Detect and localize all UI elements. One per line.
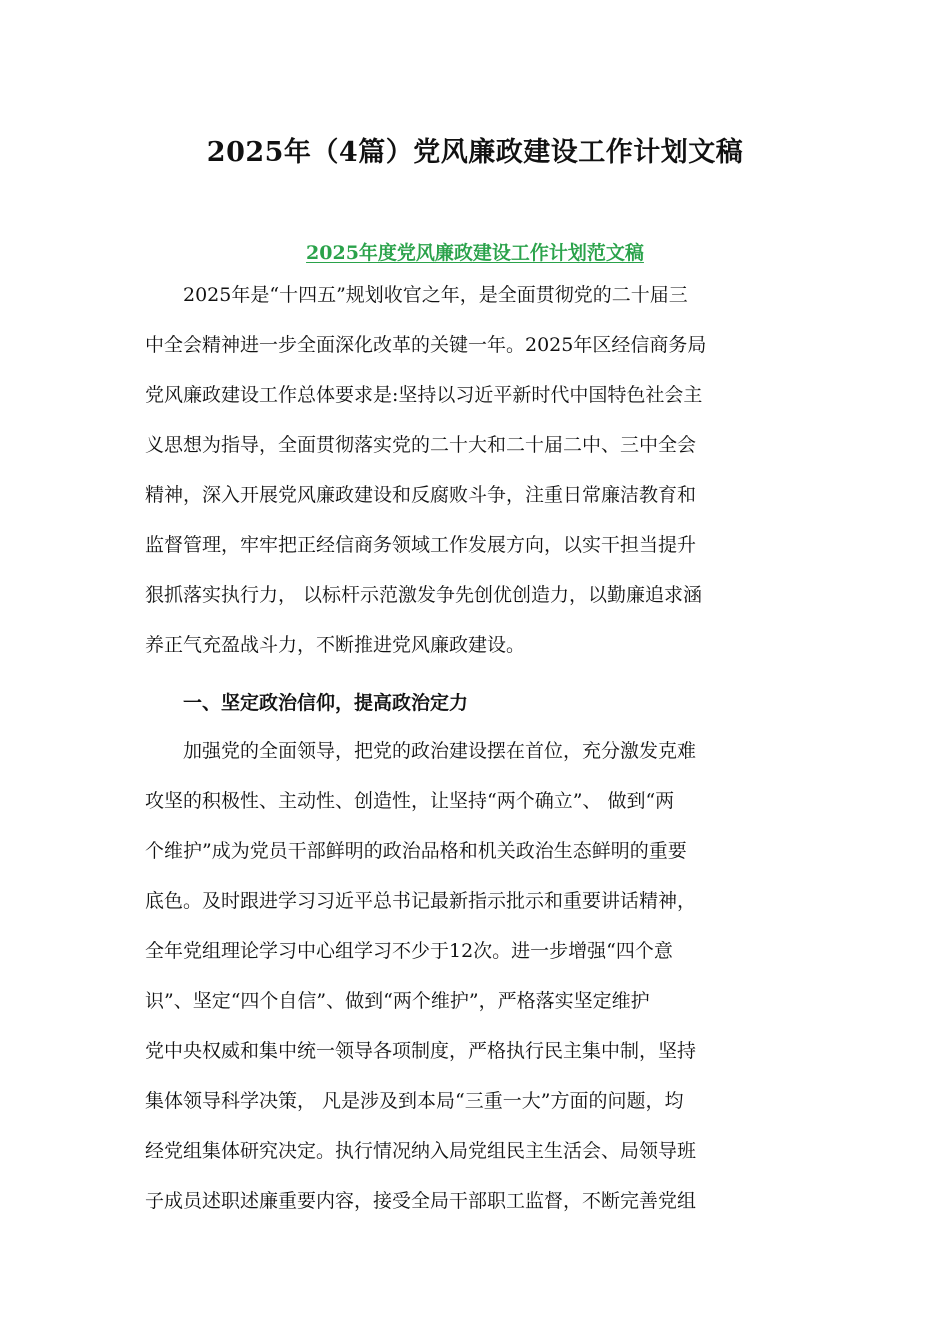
text-line: 2025年是“十四五”规划收官之年，是全面贯彻党的二十届三 [183,284,688,306]
text-line: 加强党的全面领导，把党的政治建设摆在首位，充分激发克难 [183,740,697,762]
section-heading: 一、坚定政治信仰，提高政治定力 [183,692,469,714]
text-line: 党中央权威和集中统一领导各项制度，严格执行民主集中制，坚持 [145,1040,697,1062]
text-line: 攻坚的积极性、主动性、创造性，让坚持“两个确立”、 做到“两 [145,790,675,812]
text-line: 养正气充盈战斗力，不断推进党风廉政建设。 [145,634,526,656]
text-line: 精神，深入开展党风廉政建设和反腐败斗争，注重日常廉洁教育和 [145,484,697,506]
text-line: 个维护”成为党员干部鲜明的政治品格和机关政治生态鲜明的重要 [145,840,687,862]
paragraph-intro [145,270,807,670]
paragraph-section1 [145,726,807,1226]
text-line: 全年党组理论学习中心组学习不少于12次。进一步增强“四个意 [145,940,673,962]
document-title: 2025年（4篇）党风廉政建设工作计划文稿 [206,137,744,168]
text-line: 监督管理，牢牢把正经信商务领域工作发展方向，以实干担当提升 [145,534,697,556]
text-line: 中全会精神进一步全面深化改革的关键一年。2025年区经信商务局 [145,334,707,356]
text-line: 狠抓落实执行力， 以标杆示范激发争先创优创造力，以勤廉追求涵 [145,584,703,606]
article-subtitle[interactable]: 2025年度党风廉政建设工作计划范文稿 [306,242,644,264]
text-line: 底色。及时跟进学习习近平总书记最新指示批示和重要讲话精神， [145,890,697,912]
text-line: 党风廉政建设工作总体要求是:坚持以习近平新时代中国特色社会主 [145,384,703,406]
text-line: 经党组集体研究决定。执行情况纳入局党组民主生活会、局领导班 [145,1140,697,1162]
text-line: 集体领导科学决策， 凡是涉及到本局“三重一大”方面的问题，均 [145,1090,684,1112]
text-line: 识”、坚定“四个自信”、做到“两个维护”，严格落实坚定维护 [145,990,650,1012]
text-line: 义思想为指导，全面贯彻落实党的二十大和二十届二中、三中全会 [145,434,697,456]
text-line: 子成员述职述廉重要内容，接受全局干部职工监督，不断完善党组 [145,1190,697,1212]
